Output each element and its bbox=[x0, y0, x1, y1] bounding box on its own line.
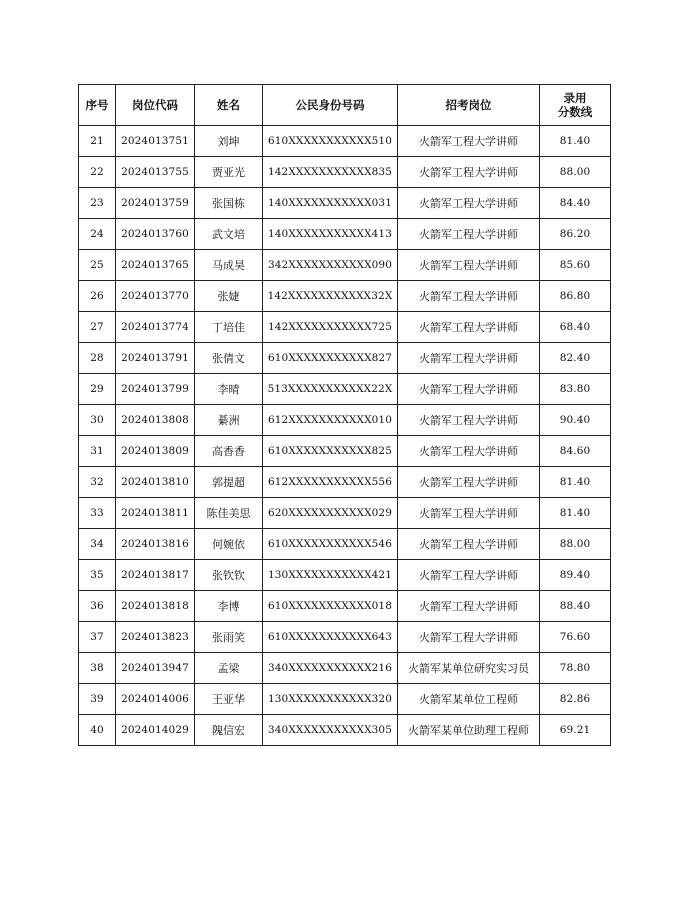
cell-code: 2024013770 bbox=[116, 281, 195, 312]
cell-code: 2024013791 bbox=[116, 343, 195, 374]
cell-post: 火箭军工程大学讲师 bbox=[398, 250, 540, 281]
cell-id-number: 340XXXXXXXXXXX216 bbox=[263, 653, 398, 684]
cell-name: 李博 bbox=[195, 591, 263, 622]
cell-name: 李晴 bbox=[195, 374, 263, 405]
cell-code: 2024013818 bbox=[116, 591, 195, 622]
cell-code: 2024013755 bbox=[116, 157, 195, 188]
cell-id-number: 140XXXXXXXXXXX413 bbox=[263, 219, 398, 250]
header-name: 姓名 bbox=[195, 85, 263, 126]
cell-code: 2024013759 bbox=[116, 188, 195, 219]
cell-name: 綦洲 bbox=[195, 405, 263, 436]
cell-id-number: 610XXXXXXXXXXX825 bbox=[263, 436, 398, 467]
cell-seq: 23 bbox=[79, 188, 116, 219]
cell-post: 火箭军工程大学讲师 bbox=[398, 591, 540, 622]
cell-seq: 40 bbox=[79, 715, 116, 746]
table-row bbox=[79, 498, 611, 529]
cell-name: 张雨笑 bbox=[195, 622, 263, 653]
cell-post: 火箭军工程大学讲师 bbox=[398, 529, 540, 560]
cell-id-number: 130XXXXXXXXXXX320 bbox=[263, 684, 398, 715]
cell-score: 78.80 bbox=[540, 653, 611, 684]
cell-score: 81.40 bbox=[540, 467, 611, 498]
cell-code: 2024013751 bbox=[116, 126, 195, 157]
table-body bbox=[79, 126, 611, 746]
table-row bbox=[79, 126, 611, 157]
cell-id-number: 142XXXXXXXXXXX835 bbox=[263, 157, 398, 188]
table-row bbox=[79, 343, 611, 374]
cell-score: 88.00 bbox=[540, 529, 611, 560]
table-row bbox=[79, 529, 611, 560]
header-id: 公民身份号码 bbox=[263, 85, 398, 126]
cell-score: 81.40 bbox=[540, 126, 611, 157]
cell-seq: 27 bbox=[79, 312, 116, 343]
cell-post: 火箭军工程大学讲师 bbox=[398, 374, 540, 405]
cell-post: 火箭军工程大学讲师 bbox=[398, 219, 540, 250]
cell-post: 火箭军工程大学讲师 bbox=[398, 343, 540, 374]
cell-seq: 30 bbox=[79, 405, 116, 436]
cell-code: 2024013811 bbox=[116, 498, 195, 529]
cell-name: 张倩文 bbox=[195, 343, 263, 374]
cell-name: 隗信宏 bbox=[195, 715, 263, 746]
cell-seq: 37 bbox=[79, 622, 116, 653]
cell-id-number: 142XXXXXXXXXXX32X bbox=[263, 281, 398, 312]
cell-name: 刘坤 bbox=[195, 126, 263, 157]
cell-id-number: 513XXXXXXXXXXX22X bbox=[263, 374, 398, 405]
cell-name: 王亚华 bbox=[195, 684, 263, 715]
cell-seq: 34 bbox=[79, 529, 116, 560]
table-row bbox=[79, 374, 611, 405]
cell-id-number: 130XXXXXXXXXXX421 bbox=[263, 560, 398, 591]
cell-seq: 29 bbox=[79, 374, 116, 405]
cell-name: 张国栋 bbox=[195, 188, 263, 219]
cell-code: 2024013810 bbox=[116, 467, 195, 498]
cell-score: 89.40 bbox=[540, 560, 611, 591]
table-row bbox=[79, 405, 611, 436]
cell-code: 2024013809 bbox=[116, 436, 195, 467]
cell-score: 68.40 bbox=[540, 312, 611, 343]
table-row bbox=[79, 622, 611, 653]
cell-seq: 39 bbox=[79, 684, 116, 715]
cell-score: 76.60 bbox=[540, 622, 611, 653]
cell-seq: 31 bbox=[79, 436, 116, 467]
cell-score: 81.40 bbox=[540, 498, 611, 529]
cell-id-number: 342XXXXXXXXXXX090 bbox=[263, 250, 398, 281]
table-row bbox=[79, 560, 611, 591]
header-code: 岗位代码 bbox=[116, 85, 195, 126]
cell-seq: 36 bbox=[79, 591, 116, 622]
table-row bbox=[79, 591, 611, 622]
table-row bbox=[79, 250, 611, 281]
cell-seq: 24 bbox=[79, 219, 116, 250]
cell-seq: 38 bbox=[79, 653, 116, 684]
cell-name: 孟梁 bbox=[195, 653, 263, 684]
table-row bbox=[79, 684, 611, 715]
cell-post: 火箭军工程大学讲师 bbox=[398, 560, 540, 591]
header-score-line2: 分数线 bbox=[557, 105, 593, 119]
cell-id-number: 340XXXXXXXXXXX305 bbox=[263, 715, 398, 746]
table-row bbox=[79, 219, 611, 250]
cell-id-number: 610XXXXXXXXXXX643 bbox=[263, 622, 398, 653]
cell-score: 90.40 bbox=[540, 405, 611, 436]
cell-score: 86.20 bbox=[540, 219, 611, 250]
cell-name: 贾亚光 bbox=[195, 157, 263, 188]
cell-post: 火箭军工程大学讲师 bbox=[398, 281, 540, 312]
cell-id-number: 612XXXXXXXXXXX556 bbox=[263, 467, 398, 498]
cell-seq: 28 bbox=[79, 343, 116, 374]
admission-score-table bbox=[78, 84, 611, 746]
cell-score: 82.86 bbox=[540, 684, 611, 715]
cell-seq: 32 bbox=[79, 467, 116, 498]
table-row bbox=[79, 157, 611, 188]
table-row bbox=[79, 715, 611, 746]
table-row bbox=[79, 281, 611, 312]
cell-post: 火箭军某单位工程师 bbox=[398, 684, 540, 715]
table-row bbox=[79, 312, 611, 343]
cell-id-number: 140XXXXXXXXXXX031 bbox=[263, 188, 398, 219]
cell-code: 2024013808 bbox=[116, 405, 195, 436]
cell-code: 2024013774 bbox=[116, 312, 195, 343]
cell-id-number: 612XXXXXXXXXXX010 bbox=[263, 405, 398, 436]
cell-name: 丁培佳 bbox=[195, 312, 263, 343]
cell-score: 88.40 bbox=[540, 591, 611, 622]
cell-name: 张婕 bbox=[195, 281, 263, 312]
cell-post: 火箭军工程大学讲师 bbox=[398, 126, 540, 157]
cell-score: 88.00 bbox=[540, 157, 611, 188]
cell-post: 火箭军某单位研究实习员 bbox=[398, 653, 540, 684]
cell-seq: 33 bbox=[79, 498, 116, 529]
cell-name: 武文培 bbox=[195, 219, 263, 250]
cell-code: 2024013947 bbox=[116, 653, 195, 684]
cell-post: 火箭军工程大学讲师 bbox=[398, 312, 540, 343]
cell-seq: 35 bbox=[79, 560, 116, 591]
cell-seq: 25 bbox=[79, 250, 116, 281]
cell-name: 郭提超 bbox=[195, 467, 263, 498]
cell-score: 84.40 bbox=[540, 188, 611, 219]
cell-seq: 21 bbox=[79, 126, 116, 157]
cell-post: 火箭军工程大学讲师 bbox=[398, 405, 540, 436]
cell-code: 2024013765 bbox=[116, 250, 195, 281]
table-row bbox=[79, 653, 611, 684]
cell-id-number: 610XXXXXXXXXXX827 bbox=[263, 343, 398, 374]
cell-post: 火箭军工程大学讲师 bbox=[398, 436, 540, 467]
cell-name: 陈佳美思 bbox=[195, 498, 263, 529]
table-header-row bbox=[79, 85, 611, 126]
table-row bbox=[79, 467, 611, 498]
table-row bbox=[79, 188, 611, 219]
cell-id-number: 142XXXXXXXXXXX725 bbox=[263, 312, 398, 343]
cell-post: 火箭军工程大学讲师 bbox=[398, 498, 540, 529]
cell-name: 高香香 bbox=[195, 436, 263, 467]
cell-seq: 22 bbox=[79, 157, 116, 188]
cell-post: 火箭军某单位助理工程师 bbox=[398, 715, 540, 746]
cell-code: 2024013817 bbox=[116, 560, 195, 591]
cell-code: 2024014006 bbox=[116, 684, 195, 715]
cell-code: 2024013823 bbox=[116, 622, 195, 653]
cell-score: 86.80 bbox=[540, 281, 611, 312]
cell-score: 84.60 bbox=[540, 436, 611, 467]
cell-id-number: 610XXXXXXXXXXX510 bbox=[263, 126, 398, 157]
cell-name: 何婉依 bbox=[195, 529, 263, 560]
cell-score: 85.60 bbox=[540, 250, 611, 281]
header-seq: 序号 bbox=[79, 85, 116, 126]
cell-score: 69.21 bbox=[540, 715, 611, 746]
cell-name: 张钦钦 bbox=[195, 560, 263, 591]
cell-seq: 26 bbox=[79, 281, 116, 312]
cell-id-number: 620XXXXXXXXXXX029 bbox=[263, 498, 398, 529]
cell-id-number: 610XXXXXXXXXXX018 bbox=[263, 591, 398, 622]
cell-post: 火箭军工程大学讲师 bbox=[398, 188, 540, 219]
cell-code: 2024014029 bbox=[116, 715, 195, 746]
cell-code: 2024013760 bbox=[116, 219, 195, 250]
table-row bbox=[79, 436, 611, 467]
cell-name: 马成昊 bbox=[195, 250, 263, 281]
cell-post: 火箭军工程大学讲师 bbox=[398, 622, 540, 653]
header-score-line1: 录用 bbox=[563, 91, 587, 105]
cell-post: 火箭军工程大学讲师 bbox=[398, 157, 540, 188]
cell-score: 83.80 bbox=[540, 374, 611, 405]
cell-post: 火箭军工程大学讲师 bbox=[398, 467, 540, 498]
header-post: 招考岗位 bbox=[398, 85, 540, 126]
cell-code: 2024013799 bbox=[116, 374, 195, 405]
cell-code: 2024013816 bbox=[116, 529, 195, 560]
header-score bbox=[540, 85, 611, 126]
cell-id-number: 610XXXXXXXXXXX546 bbox=[263, 529, 398, 560]
cell-score: 82.40 bbox=[540, 343, 611, 374]
